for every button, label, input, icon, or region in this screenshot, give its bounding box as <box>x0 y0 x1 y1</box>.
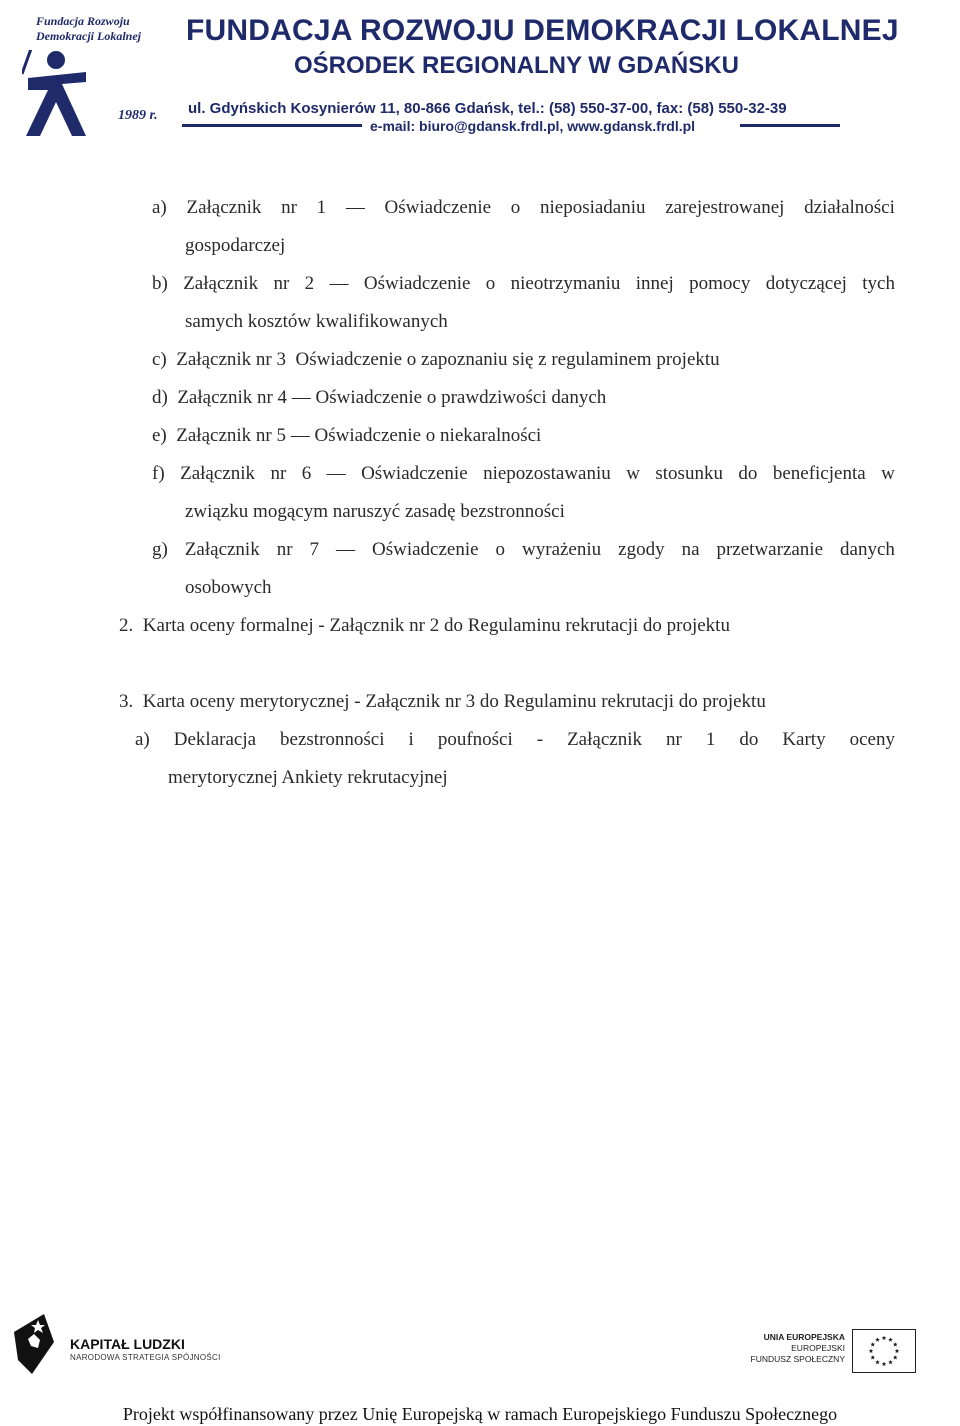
letterhead-rule-right <box>740 124 840 127</box>
word: pomocy <box>689 273 751 294</box>
item-3a-line1 <box>135 728 895 752</box>
point-3: 3. Karta oceny merytorycznej - Załącznik nr 3 do Regulaminu rekrutacji do projektu <box>119 691 766 712</box>
letterhead-rule-left <box>182 124 362 127</box>
eu-line2: EUROPEJSKI <box>791 1343 845 1353</box>
item-b-line2: samych kosztów kwalifikowanych <box>185 311 448 332</box>
word: Karty <box>782 729 826 750</box>
word: na <box>681 539 700 560</box>
word: działalności <box>804 197 895 218</box>
kapital-ludzki-logo-icon <box>14 1314 60 1376</box>
organization-title: FUNDACJA ROZWOJU DEMOKRACJI LOKALNEJ <box>186 14 899 47</box>
word: bezstronności <box>280 729 385 750</box>
eu-fund-label <box>700 1332 845 1365</box>
word: a) <box>152 197 167 218</box>
word: nr <box>281 197 297 218</box>
word: 1 <box>316 197 327 218</box>
word: Załącznik <box>183 273 259 294</box>
item-f-line1 <box>152 462 895 486</box>
kapital-ludzki-title: KAPITAŁ LUDZKI <box>70 1336 185 1352</box>
word: 2 <box>304 273 315 294</box>
word: w <box>626 463 640 484</box>
word: nieposiadaniu <box>539 197 646 218</box>
word: Załącznik <box>184 539 260 560</box>
word: poufności <box>437 729 513 750</box>
eu-flag-icon <box>852 1329 916 1373</box>
word: Oświadczenie <box>384 197 492 218</box>
logo-name-line2: Demokracji Lokalnej <box>36 29 141 43</box>
word: o <box>485 273 496 294</box>
word: niepozostawaniu <box>483 463 611 484</box>
eu-line3: FUNDUSZ SPOŁECZNY <box>750 1354 845 1364</box>
organization-contact: e-mail: biuro@gdansk.frdl.pl, www.gdansk.frdl.pl <box>370 118 696 134</box>
word: danych <box>840 539 895 560</box>
item-g-line2: osobowych <box>185 577 272 598</box>
word: Załącznik <box>567 729 642 750</box>
logo-name-line1: Fundacja Rozwoju <box>36 14 130 28</box>
word: — <box>345 197 365 218</box>
word: przetwarzanie <box>716 539 824 560</box>
word: innej <box>635 273 674 294</box>
word: zarejestrowanej <box>665 197 785 218</box>
word: i <box>408 729 414 750</box>
word: zgody <box>618 539 665 560</box>
word: Deklaracja <box>173 729 257 750</box>
word: wyrażeniu <box>522 539 602 560</box>
word: w <box>881 463 895 484</box>
organization-address: ul. Gdyńskich Kosynierów 11, 80-866 Gdańsk, tel.: (58) 550-37-00, fax: (58) 550-32-39 <box>188 100 787 117</box>
word: beneficjenta <box>772 463 866 484</box>
word: nr <box>273 273 290 294</box>
word: — <box>326 463 346 484</box>
word: stosunku <box>655 463 723 484</box>
item-3a-line2: merytorycznej Ankiety rekrutacyjnej <box>168 767 448 788</box>
word: g) <box>152 539 168 560</box>
item-f-line2: związku mogącym naruszyć zasadę bezstronności <box>185 501 565 522</box>
item-b-line1 <box>152 272 895 296</box>
word: b) <box>152 273 168 294</box>
word: do <box>739 729 759 750</box>
letterhead <box>0 0 960 140</box>
logo-name <box>36 14 186 44</box>
word: nr <box>665 729 682 750</box>
item-a-line1 <box>152 196 895 220</box>
item-c: c) Załącznik nr 3 Oświadczenie o zapoznaniu się z regulaminem projektu <box>152 349 720 370</box>
word: 1 <box>705 729 716 750</box>
word: nr <box>270 463 287 484</box>
item-a-line2: gospodarczej <box>185 235 286 256</box>
cofinancing-note: Projekt współfinansowany przez Unię Europejską w ramach Europejskiego Funduszu Społecznego <box>122 1404 838 1424</box>
item-g-line1 <box>152 538 895 562</box>
word: a) <box>135 729 150 750</box>
word: Załącznik <box>186 197 262 218</box>
word: o <box>495 539 506 560</box>
word: Oświadczenie <box>361 463 468 484</box>
organization-subtitle: OŚRODEK REGIONALNY W GDAŃSKU <box>294 52 739 79</box>
word: Oświadczenie <box>363 273 471 294</box>
logo-figure-icon <box>22 50 102 140</box>
word: nieotrzymaniu <box>510 273 621 294</box>
footer-logos <box>0 1300 960 1390</box>
word: o <box>510 197 521 218</box>
word: - <box>536 729 544 750</box>
word: Oświadczenie <box>371 539 479 560</box>
word: tych <box>862 273 895 294</box>
word: Załącznik <box>180 463 255 484</box>
item-e: e) Załącznik nr 5 — Oświadczenie o niekaralności <box>152 425 542 446</box>
word: oceny <box>849 729 895 750</box>
word: 7 <box>309 539 320 560</box>
word: do <box>738 463 758 484</box>
word: 6 <box>301 463 312 484</box>
frdl-logo <box>22 10 182 135</box>
word: dotyczącej <box>765 273 847 294</box>
eu-line1: UNIA EUROPEJSKA <box>763 1332 845 1342</box>
kapital-ludzki-subtitle: NARODOWA STRATEGIA SPÓJNOŚCI <box>70 1353 221 1362</box>
word: nr <box>276 539 293 560</box>
word: — <box>336 539 355 560</box>
word: f) <box>152 463 165 484</box>
point-2: 2. Karta oceny formalnej - Załącznik nr 2 do Regulaminu rekrutacji do projektu <box>119 615 730 636</box>
logo-year: 1989 r. <box>118 108 158 123</box>
word: — <box>329 273 349 294</box>
item-d: d) Załącznik nr 4 — Oświadczenie o prawdziwości danych <box>152 387 607 408</box>
